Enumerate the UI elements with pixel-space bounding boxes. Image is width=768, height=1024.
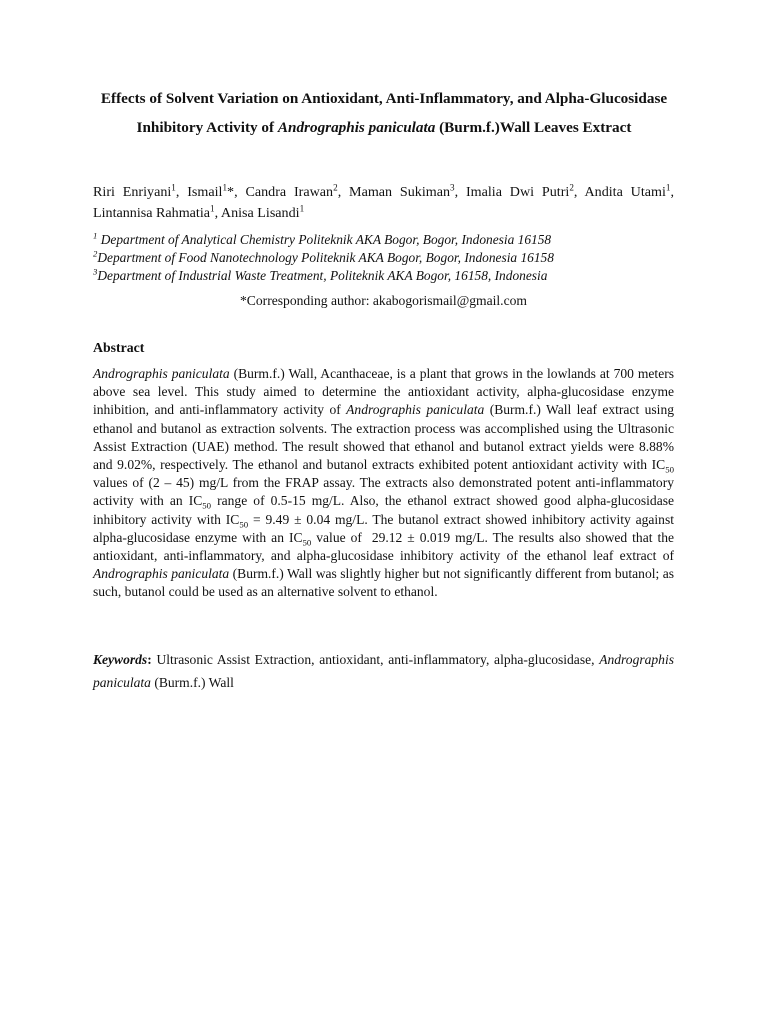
- affiliation-number: 3: [93, 266, 98, 277]
- title-part1: Effects of Solvent Variation on Antioxidant, Anti-Inflammatory, and Alpha-Glucosidase Inhibitory Activity of: [100, 90, 668, 136]
- author-affil-sup: 1: [665, 182, 671, 193]
- ic50-subscript: 50: [239, 519, 249, 530]
- abstract-segment: (Burm.f.) Wall, Acanthaceae, is a plant that grows in the lowlands at 700 meters above sea level. This study aimed to determine the antioxidant activity, alpha-glucosidase enzyme inhibition, and anti-inflammatory activity of: [93, 366, 674, 418]
- author: Andita Utami: [584, 184, 666, 200]
- abstract-segment: value of 29.12 ± 0.019 mg/L. The results also showed that the antioxidant, anti-inflammatory, and alpha-glucosidase inhibitory activity of the ethanol leaf extract of: [93, 529, 674, 564]
- author-affil-sup: 1: [210, 203, 215, 214]
- author: Maman Sukiman: [349, 184, 451, 200]
- author-sep: ,: [454, 184, 466, 200]
- affiliation-text: Department of Analytical Chemistry Politeknik AKA Bogor, Bogor, Indonesia 16158: [97, 232, 552, 247]
- species-name: Andrographis paniculata: [346, 402, 485, 418]
- author-sep: ,: [214, 205, 221, 221]
- keywords-colon: :: [147, 652, 152, 667]
- corresponding-author: *Corresponding author: akabogorismail@gmail.com: [240, 293, 527, 308]
- keywords: [93, 648, 674, 694]
- affiliation: [93, 267, 693, 285]
- abstract-segment: = 9.49 ± 0.04 mg/L. The butanol extract showed inhibitory activity against alpha-glucosidase enzyme with an IC: [93, 511, 674, 545]
- keywords-tail: (Burm.f.) Wall: [150, 675, 234, 690]
- title-part2: (Burm.f.)Wall Leaves Extract: [435, 119, 632, 136]
- species-name: Andrographis paniculata: [93, 652, 674, 690]
- author-affil-sup: 1: [222, 182, 228, 193]
- author: Anisa Lisandi: [220, 205, 300, 221]
- author-sep: ,: [573, 184, 585, 200]
- author: Candra Irawan: [245, 184, 334, 200]
- author-list: [93, 182, 674, 224]
- abstract-segment: (Burm.f.) Wall was slightly higher but not significantly different from butanol; as such, butanol could be used as an alternative solvent to ethanol.: [93, 566, 674, 600]
- keywords-list: Ultrasonic Assist Extraction, antioxidant, anti-inflammatory, alpha-glucosidase,: [151, 652, 600, 667]
- abstract-segment: (Burm.f.) Wall leaf extract using ethanol and butanol as extraction solvents. The extraction process was accomplished using the Ultrasonic Assist Extraction (UAE) method. The result showed that ethanol and butanol extract yields were 8.88% and 9.02%, respectively. The ethanol and butanol extracts exhibited potent antioxidant activity with IC: [93, 402, 674, 473]
- author-sep: ,: [670, 184, 675, 200]
- author-affil-sup: 3: [450, 182, 455, 193]
- author: Ismail: [187, 184, 223, 200]
- author: Riri Enriyani: [93, 184, 172, 200]
- keywords-label: Keywords: [93, 652, 148, 667]
- author: Lintannisa Rahmatia: [93, 205, 211, 221]
- author-affil-sup: 1: [299, 203, 305, 214]
- abstract-heading: Abstract: [93, 340, 145, 355]
- author-sep: ,: [337, 184, 350, 200]
- abstract-text: [93, 365, 674, 602]
- author-sep: ,: [234, 184, 246, 200]
- affiliation: [93, 231, 693, 249]
- ic50-subscript: 50: [202, 501, 212, 512]
- author-affil-sup: 2: [569, 182, 574, 193]
- ic50-subscript: 50: [665, 464, 674, 475]
- paper-title: [86, 84, 682, 142]
- ic50-subscript: 50: [302, 537, 312, 548]
- affiliation: [93, 249, 693, 267]
- author: Imalia Dwi Putri: [465, 184, 570, 200]
- author-sep: ,: [175, 184, 188, 200]
- title-species: Andrographis paniculata: [277, 119, 436, 136]
- abstract-segment: values of (2 – 45) mg/L from the FRAP assay. The extracts also demonstrated potent anti-inflammatory activity with an IC: [93, 475, 674, 509]
- abstract-segment: range of 0.5-15 mg/L. Also, the ethanol extract showed good alpha-glucosidase inhibitory activity with IC: [93, 493, 674, 527]
- species-name: Andrographis paniculata: [93, 366, 230, 381]
- author-affil-sup: 2: [333, 182, 338, 193]
- corresponding-mark: *: [227, 184, 235, 200]
- author-affil-sup: 1: [171, 182, 176, 193]
- affiliation-text: Department of Industrial Waste Treatment, Politeknik AKA Bogor, 16158, Indonesia: [97, 268, 548, 283]
- affiliation-text: Department of Food Nanotechnology Politeknik AKA Bogor, Bogor, Indonesia 16158: [97, 250, 554, 265]
- affiliation-list: [93, 231, 693, 285]
- affiliation-number: 1: [93, 230, 98, 241]
- species-name: Andrographis paniculata: [93, 566, 230, 582]
- affiliation-number: 2: [93, 248, 98, 259]
